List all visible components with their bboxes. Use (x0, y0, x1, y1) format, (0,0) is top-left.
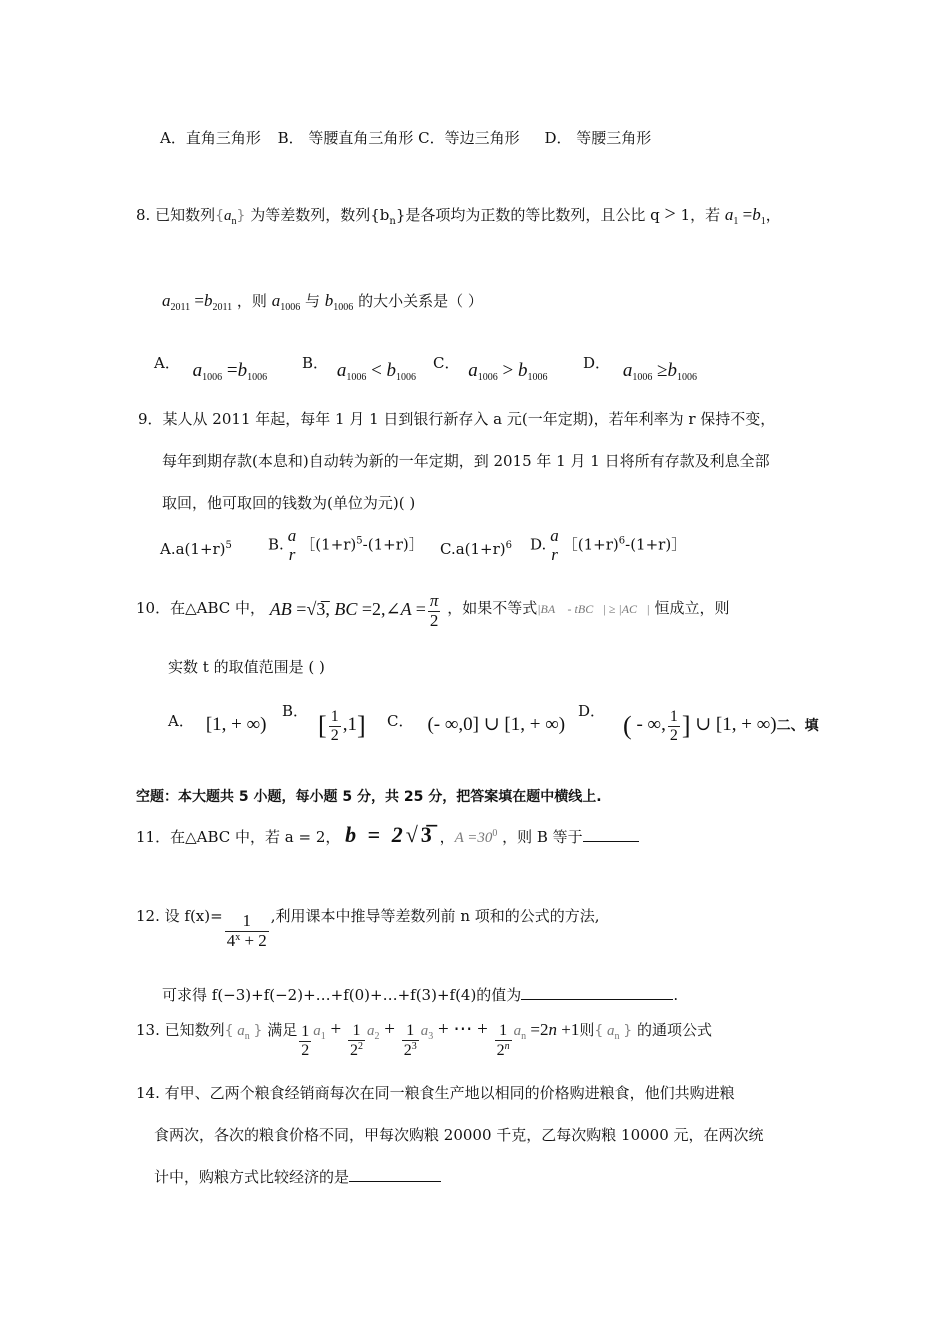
q14-answer-blank[interactable] (349, 1167, 441, 1182)
q8-line1: 8. 已知数列$\{a_n\}$ 为等差数列，数列$\{b_n\}$是各项均为正数的等比数列，且公比 q > 1，若 $a_1 =b_1$， (136, 203, 781, 227)
q11-text-1: 11．在△ABC 中，若 a = 2， (136, 828, 341, 846)
q14-line2: 食两次，各次的粮食价格不同，甲每次购粮 20000 千克，乙每次购粮 10000 元，在两次统 (154, 1126, 764, 1144)
brace-icon: } (236, 208, 246, 224)
q8-text-1: 8. 已知数列 (136, 206, 216, 224)
q13-line: 13. 已知数列{ $a_n$ } 满足 $\frac{1}{2}$ $a_1$ + $\frac{1}{2^2}$ $a_2$ + $\frac{1}{2^3}$ $a_3$ + ⋯ + $\frac{1}{2^n}$ $a_n =2n +1$则{ $a_n$ } 的通项公式 (136, 1019, 712, 1059)
q9-option-c: $C.a(1+r)^6$ (440, 540, 513, 558)
q14-line3 (154, 1166, 441, 1187)
q10-text-2: ，如果不等式 (447, 599, 538, 618)
q11-answer-blank[interactable] (583, 827, 639, 842)
q12-line2: 可求得 f(−3)+f(−2)+…+f(0)+…+f(3)+f(4)的值为 . (162, 986, 679, 1004)
q10-option-c: C． (- ∞,0] ∪ [1, + ∞) (387, 712, 566, 735)
q8-text-4: 1，若 (680, 206, 721, 224)
q10-text-1: 10．在△ABC 中， (136, 599, 266, 618)
brace-icon: { (215, 208, 225, 224)
q9-option-a: $A.a(1+r)^5$ (160, 540, 232, 558)
q7-option-d: D． 等腰三角形 (544, 129, 652, 147)
q8-line2: $a_{2011} =b_{2011}$ ，则 $a_{1006}$ 与 $b_{1006}$ 的大小关系是（ ） (162, 291, 483, 313)
q10-text-3: 恒成立，则 (654, 599, 730, 618)
q8-text-5: ，则 (236, 292, 267, 310)
q8-text-3: }是各项均为正数的等比数列，且公比 q (395, 206, 660, 224)
q7-option-b: B． 等腰直角三角形 C．等边三角形 (277, 129, 520, 147)
q11-text-3: ，则 B 等于 (502, 828, 583, 846)
q10-inequality: |BA⃗ - tBC⃗| ≥ |AC⃗| (537, 602, 650, 617)
q12-text-3: 可求得 f(−3)+f(−2)+…+f(0)+…+f(3)+f(4)的值为 (162, 986, 522, 1004)
q11-angle: $A =30^0$ (454, 828, 498, 846)
q9-line1: 9．某人从 2011 年起，每年 1 月 1 日到银行新存入 a 元(一年定期)，若年利率为 r 保持不变， (138, 410, 776, 428)
q7-options-line (160, 127, 651, 148)
q10-option-b: B． [ $\frac{1}{2}$ ,1] (282, 702, 366, 744)
q8-option-b: B． $a_{1006} < b_{1006}$ (302, 354, 417, 383)
q12-answer-blank[interactable] (521, 985, 673, 1000)
q8-text-6: 与 (304, 292, 320, 310)
q13-text-3: 则 (579, 1021, 595, 1039)
q9-line3: 取回，他可取回的钱数为(单位为元)( ) (162, 494, 416, 512)
q13-text-2: 满足 (267, 1021, 298, 1039)
q12-line1: 12. 设 f(x)= $\frac{1}{4^x + 2}$ ,利用课本中推导等差数列前 n 项和的公式的方法, (136, 907, 600, 950)
q7-option-a: A．直角三角形 (160, 129, 261, 147)
q10-option-d: D． ( - ∞, $\frac{1}{2}$ ] ∪ [1, + ∞)二、填 (578, 702, 819, 744)
q13-text-4: 的通项公式 (636, 1021, 712, 1039)
q14-text-3: 计中，购粮方式比较经济的是 (154, 1168, 350, 1186)
q8-option-c: C． $a_{1006} > b_{1006}$ (433, 354, 548, 383)
q12-text-2: ,利用课本中推导等差数列前 n 项和的公式的方法, (270, 907, 600, 925)
section-2-heading: 空题：本大题共 5 小题，每小题 5 分，共 25 分，把答案填在题中横线上. (136, 789, 602, 805)
q9-option-d: D. a r $[(1+r)^6-(1+r)]$ (530, 526, 687, 564)
q12-text-1: 12. 设 f(x)= (136, 907, 223, 925)
q13-text-1: 13. 已知数列 (136, 1021, 225, 1039)
q8-option-a: A． $a_{1006} =b_{1006}$ (154, 354, 268, 383)
q10-option-a: A． [1, + ∞) (168, 712, 267, 735)
q10-line1: 10．在△ABC 中， AB =√3̅, BC =2,∠A = $\frac{\pi}{2}$ ，如果不等式|BA⃗ - tBC⃗| ≥ |AC⃗| 恒成立，则 (136, 591, 730, 630)
q11-line: 11．在△ABC 中，若 a = 2， b = 2√3̅ ，$A =30^0$ ，则 B 等于 (136, 822, 639, 848)
q8-text-7: 的大小关系是（ ） (358, 292, 483, 310)
q14-line1: 14. 有甲、乙两个粮食经销商每次在同一粮食生产地以相同的价格购进粮食，他们共购进粮 (136, 1084, 735, 1102)
q8-option-d: D． $a_{1006} \ge b_{1006}$ (583, 354, 697, 383)
q9-option-b: B. a r $[(1+r)^5-(1+r)]$ (268, 526, 424, 564)
q8-text-2: 为等差数列，数列{b (250, 206, 390, 224)
q10-line2: 实数 t 的取值范围是 ( ) (168, 658, 325, 676)
q9-line2: 每年到期存款(本息和)自动转为新的一年定期，到 2015 年 1 月 1 日将所有存款及利息全部 (162, 452, 770, 470)
